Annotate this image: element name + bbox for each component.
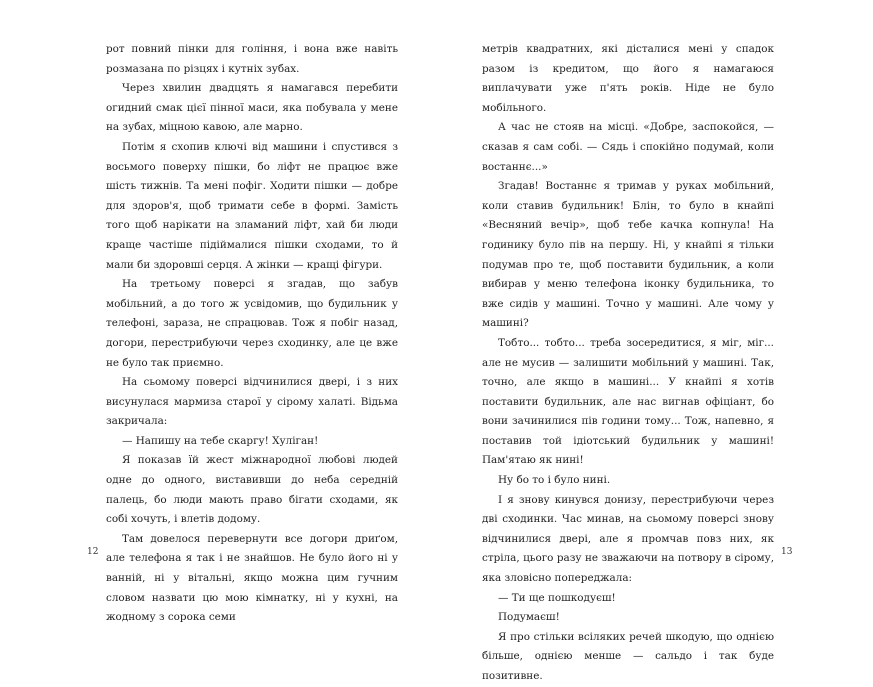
left-paragraph-3: Потім я схопив ключі від машини і спустився з восьмого поверху пішки, бо ліфт не працює вже шість тижнів. Та мені пофіг. Ходити пішки — добре для здоров'я, щоб тримати себе в формі. Замість того щоб нарікати на зламаний ліфт, хай би люди краще частіше підіймалися пішки сходами, то й мали би здоровші серця. А жінки — кращі фігури. <box>106 140 398 271</box>
left-paragraph-8: Там довелося перевернути все догори дриґом, але телефона я так і не знайшов. Не було його ні у ванній, ні у вітальні, якщо можна цим гучним словом назвати цю мою кімнатку, ні у кухні, на жодному з сорока семи <box>106 532 398 624</box>
right-paragraph-7: — Ти ще пошкодуєш! <box>498 591 616 604</box>
right-paragraph-6: І я знову кинувся донизу, перестрибуючи через дві сходинки. Час минав, на сьомому поверсі знову відчинилися двері, але я промчав повз них, як стріла, цього разу не зважаючи на потвору в сірому, яка зловісно попереджала: <box>482 493 774 585</box>
left-page <box>106 40 398 628</box>
left-paragraph-4: На третьому поверсі я згадав, що забув мобільний, а до того ж усвідомив, що будильник у телефоні, зараза, не спрацював. Тож я побіг назад, догори, перестрибуючи через сходинку, але це вже не було так приємно. <box>106 278 398 369</box>
left-paragraph-5: На сьомому поверсі відчинилися двері, і з них висунулася мармиза старої у сірому халаті. Відьма закричала: <box>106 376 398 428</box>
left-page-number: 12 <box>87 547 99 557</box>
right-paragraph-3: Згадав! Востаннє я тримав у руках мобільний, коли ставив будильник! Блін, то було в кнайпі «Весняний вечір», щоб тебе качка копнула! На годинику було пів на першу. Ні, у кнайпі я тільки подумав про те, щоб поставити будильник, а коли вибирав у меню телефона іконку будильника, то вже сидів у машині. Точно у машині. Але чому у машині? <box>482 180 774 330</box>
right-paragraph-1: метрів квадратних, які дісталися мені у спадок разом із кредитом, що його я намагаюся виплачувати уже п'ять років. Ніде не було мобільного. <box>482 43 774 114</box>
right-paragraph-5: Ну бо то і було нині. <box>498 474 611 487</box>
left-paragraph-7: Я показав їй жест міжнародної любові людей одне до одного, виставивши до неба середній палець, бо люди мають право бігати сходами, як собі хочуть, і влетів додому. <box>106 454 398 526</box>
left-paragraph-1: рот повний пінки для гоління, і вона вже навіть розмазана по різцях і кутніх зубах. <box>106 43 398 75</box>
right-page-number: 13 <box>781 547 793 557</box>
right-paragraph-9: Я про стільки всіляких речей шкодую, що однією більше, однією менше — сальдо і так буде позитивне. <box>482 630 774 682</box>
left-paragraph-2: Через хвилин двадцять я намагався перебити огидний смак цієї пінної маси, яка побувала у мене на зубах, міцною кавою, але марно. <box>106 82 398 134</box>
right-page <box>482 40 774 687</box>
right-paragraph-4: Тобто... тобто... треба зосередитися, я міг, міг... але не мусив — залишити мобільний у машині. Так, точно, але якщо в машині... У кнайпі я хотів поставити будильник, але нас вигнав офіціант, бо вони зачинилися пів години тому... Тож, напевно, я поставив той ідіотський будильник у машині! Пам'ятаю як нині! <box>482 336 774 467</box>
right-paragraph-8: Подумаєш! <box>498 611 560 624</box>
right-paragraph-2: А час не стояв на місці. «Добре, заспокойся, — сказав я сам собі. — Сядь і спокійно подумай, коли востаннє...» <box>482 121 774 173</box>
left-paragraph-6: — Напишу на тебе скаргу! Хуліган! <box>122 434 319 447</box>
